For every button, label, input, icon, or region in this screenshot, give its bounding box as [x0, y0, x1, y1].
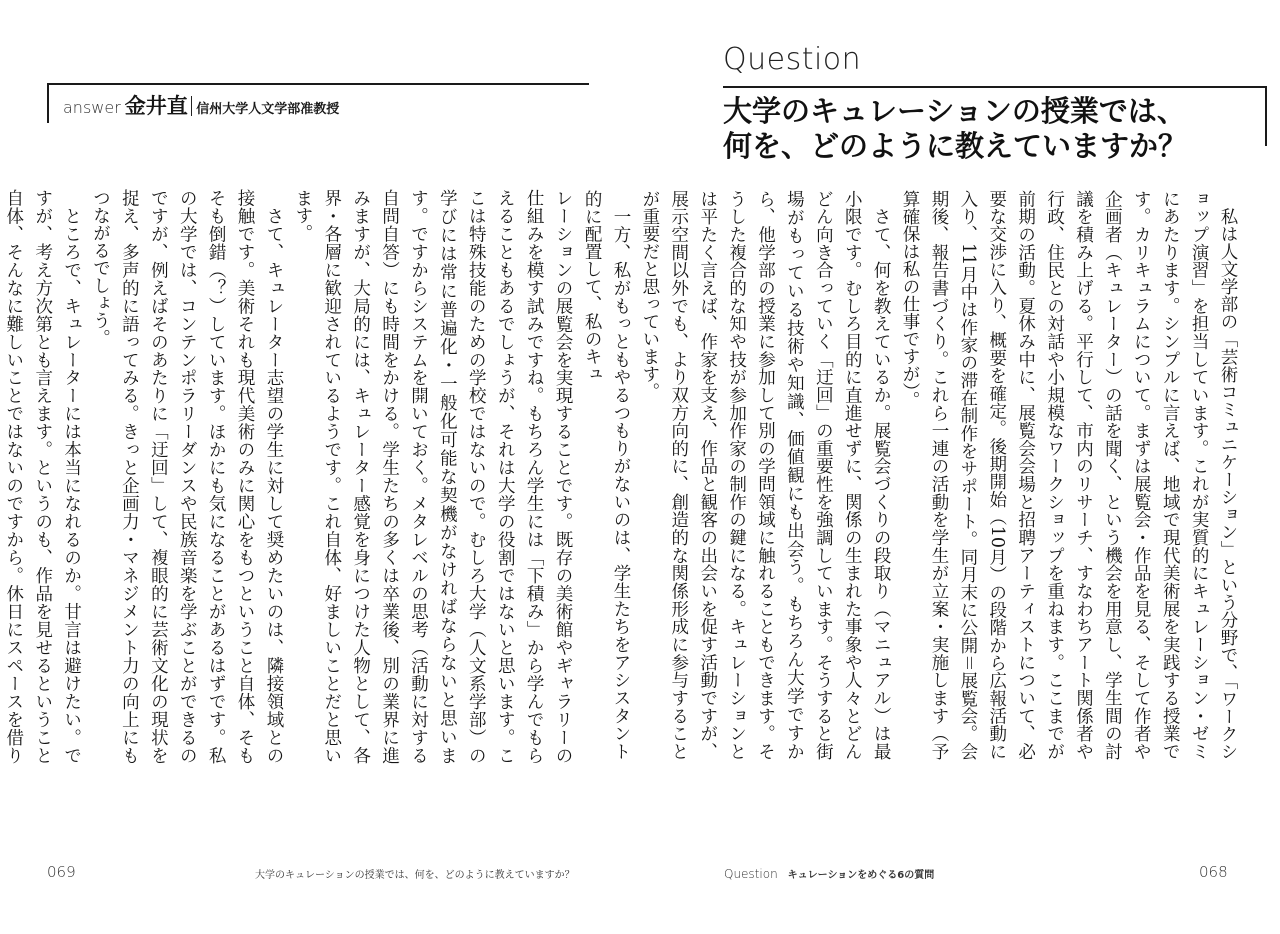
question-title-line-2: 何を、どのように教えていますか？	[723, 129, 1188, 163]
running-series-title: キュレーションをめぐる6の質問	[787, 870, 935, 881]
answer-affiliation: 信州大学人文学部准教授	[196, 102, 340, 117]
running-title-right	[724, 866, 934, 881]
right-body-text	[582, 190, 1242, 760]
left-paragraph-3: ところで、キュレーターには本当になれるのか。甘言は避けたい。ですが、考え方次第とも言えます。というのも、作品を見せるということ自体、そんなに難しいことではないのですから。休日にスペースを借り	[3, 189, 82, 764]
answer-label: answer	[63, 98, 121, 117]
page-number-left: 069	[47, 863, 76, 881]
question-label: Question	[723, 42, 862, 77]
answer-header-bar	[47, 83, 49, 123]
question-header-corner	[1265, 86, 1267, 146]
left-paragraph-2: さて、キュレーター志望の学生に対して奨めたいのは、隣接領域との接触です。美術それも現代美術のみに関心をもつということ自体、そもそも倒錯（？）しています。ほかにも気になることがあるはずです。私の大学では、コンテンポラリーダンスや民族音楽を学ぶことができるのですが、例えばそのあたりに「迂回」して、複眼的に芸術文化の現状を捉え、多声的に語ってみる。きっと企画力・マネジメント力の向上にもつながるでしょう。	[90, 189, 284, 764]
answer-name: 金井直	[124, 94, 188, 118]
right-paragraph-3: 一方、私がもっともやるつもりがないのは、学生たちをアシスタント的に配置して、私のキュ	[582, 190, 631, 760]
byline-separator	[191, 96, 193, 116]
page-number-right: 068	[1199, 863, 1228, 881]
question-header-rule	[723, 86, 1266, 88]
left-paragraph-1: レーションの展覧会を実現することです。既存の美術館やギャラリーの仕組みを模す試みですね。もちろん学生には「下積み」から学んでもらえることもあるでしょうが、それは大学の役割ではないと思います。ここは特殊技能のための学校ではないので。むしろ大学（人文系学部）の学びには常に普遍化・一般化可能な契機がなければならないと思います。ですからシステムを開いておく。メタレベルの思考（活動に対する自問自答）にも時間をかける。学生たちの多くは卒業後、別の業界に進みますが、大局的には、キュレーター感覚を身につけた人物として、各界・各層に歓迎されているようです。これ自体、好ましいことだと思います。	[292, 189, 573, 765]
left-body-text	[3, 189, 577, 765]
right-paragraph-1: 私は人文学部の「芸術コミュニケーション」という分野で、「ワークショップ演習」を担当しています。これが実質的にキュレーション・ゼミにあたります。シンプルに言えば、地域で現代美術展を実践する授業です。カリキュラムについて。まずは展覧会・作品を見る、そして作者や企画者（キュレーター）の話を聞く、という機会を用意し、学生間の討議を積み上げる。平行して、市内のリサーチ、すなわちアート関係者や行政、住民との対話や小規模なワークショップを重ねます。ここまでが前期の活動。夏休み中に、展覧会会場と招聘アーティストについて、必要な交渉に入り、概要を確定。後期開始（10月）の段階から広報活動に入り、11月中は作家の滞在制作をサポート。同月末に公開＝展覧会。会期後、報告書づくり。これら一連の活動を学生が立案・実施します（予算確保は私の仕事ですが）。	[900, 190, 1238, 760]
running-question-label: Question	[724, 867, 778, 881]
running-title-left: 大学のキュレーションの授業では、何を、どのように教えていますか？	[255, 870, 575, 881]
answer-header-rule	[47, 83, 589, 85]
right-page	[582, 0, 1280, 934]
right-paragraph-2: さて、何を教えているか。展覧会づくりの段取り（マニュアル）は最小限です。むしろ目的に直進せずに、関係の生まれた事象や人々とどんどん向き合っていく「迂回」の重要性を強調しています。そうすると街場がもっている技術や知識、価値観にも出会う。もちろん大学ですから、他学部の授業に参加して別の学問領域に触れることもできます。そうした複合的な知や技が参加作家の制作の鍵になる。キュレーションとは平たく言えば、作家を支え、作品と観客の出会いを促す活動ですが、展示空間以外でも、より双方向的に、創造的な関係形成に参与することが重要だと思っています。	[639, 190, 892, 760]
question-title-line-1: 大学のキュレーションの授業では、	[723, 94, 1186, 128]
question-title	[723, 94, 1263, 164]
answer-byline	[63, 90, 339, 120]
